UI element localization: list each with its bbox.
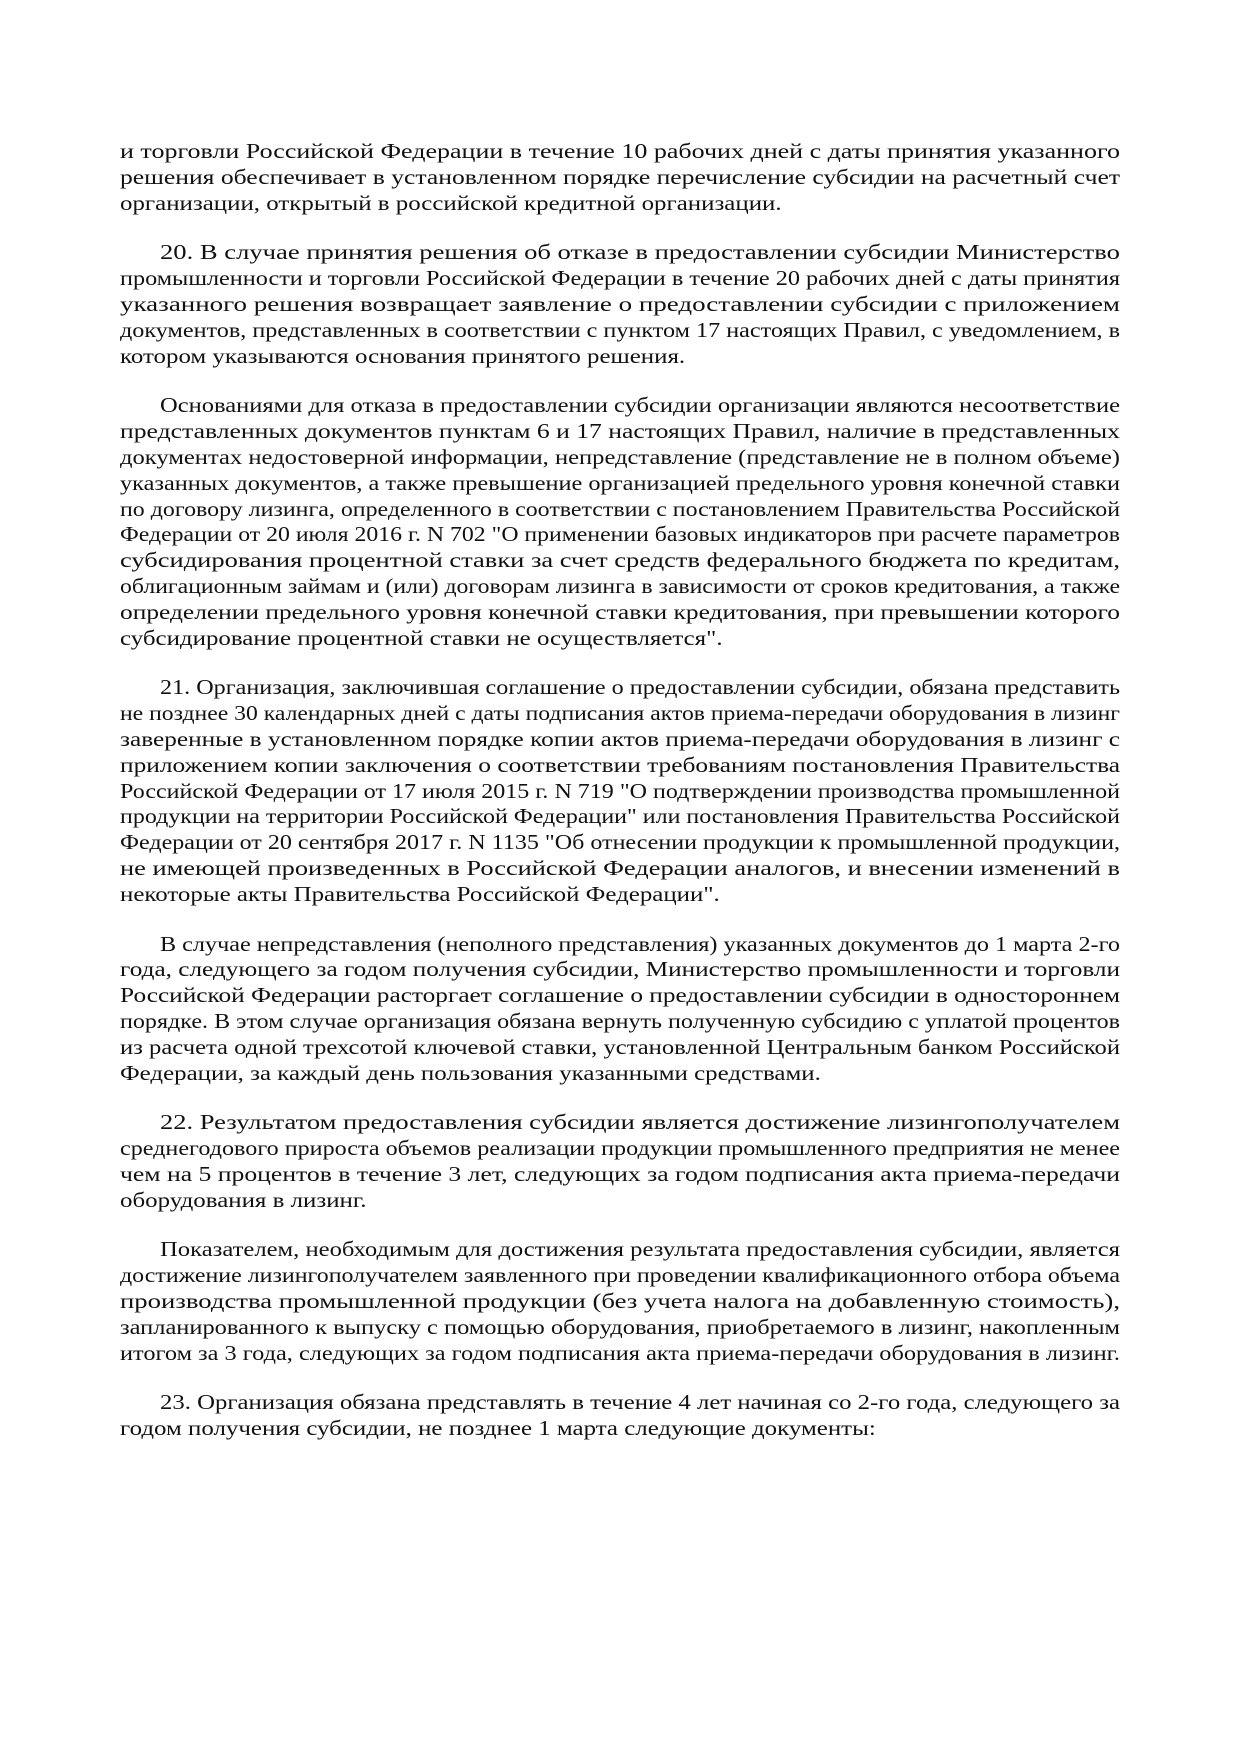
text-line (120, 139, 1120, 165)
text-line-content: достижение лизингополучателем заявленного при проведении квалификационного отбора объема (120, 1263, 1120, 1288)
text-line (120, 1162, 1120, 1188)
text-line-content: года, следующего за годом получения субсидии, Министерство промышленности и торговли (120, 957, 1120, 982)
text-line (120, 753, 1120, 779)
text-line-content: запланированного к выпуску с помощью оборудования, приобретаемого в лизинг, накопленным (120, 1314, 1120, 1339)
text-line (120, 856, 1120, 882)
text-line-content: Показателем, необходимым для достижения результата предоставления субсидии, является (160, 1237, 1120, 1262)
text-line-content: Федерации, за каждый день пользования указанными средствами. (120, 1060, 821, 1085)
text-line-content: производства промышленной продукции (без учета налога на добавленную стоимость), (120, 1289, 1120, 1314)
text-line (120, 1289, 1120, 1315)
text-line-content: представленных документов пунктам 6 и 17 настоящих Правил, наличие в представленных (120, 419, 1120, 444)
text-line (120, 957, 1120, 983)
text-line-content: среднегодового прироста объемов реализации продукции промышленного предприятия не менее (120, 1136, 1120, 1161)
text-line-content: решения обеспечивает в установленном порядке перечисление субсидии на расчетный счет (120, 164, 1120, 189)
text-line (120, 830, 1120, 856)
text-line (120, 1061, 1120, 1087)
text-line-content: оборудования в лизинг. (120, 1187, 367, 1212)
paragraph (120, 675, 1120, 907)
text-line (120, 1110, 1120, 1136)
text-line (120, 574, 1120, 600)
text-line (120, 804, 1120, 830)
text-line-content: чем на 5 процентов в течение 3 лет, следующих за годом подписания акта приема-передачи (120, 1161, 1120, 1186)
text-line (120, 240, 1120, 266)
text-line-content: Основаниями для отказа в предоставлении субсидии организации являются несоответствие (160, 393, 1120, 418)
text-line-content: 22. Результатом предоставления субсидии является достижение лизингополучателем (160, 1110, 1120, 1135)
text-line (120, 1009, 1120, 1035)
text-line (120, 701, 1120, 727)
text-line-content: организации, открытый в российской кредитной организации. (120, 190, 782, 215)
text-line (120, 548, 1120, 574)
text-line-content: продукции на территории Российской Федерации" или постановления Правительства Российской (120, 804, 1120, 829)
text-line (120, 419, 1120, 445)
text-line-content: Российской Федерации от 17 июля 2015 г. N 719 "О подтверждении производства промышленной (120, 778, 1120, 803)
text-line (120, 727, 1120, 753)
text-line-content: не позднее 30 календарных дней с даты подписания актов приема-передачи оборудования в лизинг (120, 701, 1120, 726)
paragraph (120, 1390, 1120, 1442)
text-line (120, 1416, 1120, 1442)
text-line-content: Федерации от 20 июля 2016 г. N 702 "О применении базовых индикаторов при расчете параметров (120, 522, 1120, 547)
text-line-content: заверенные в установленном порядке копии актов приема-передачи оборудования в лизинг с (120, 726, 1120, 751)
paragraph (120, 139, 1120, 216)
text-line-content: приложением копии заключения о соответствии требованиям постановления Правительства (120, 752, 1120, 777)
text-line (120, 1188, 1120, 1214)
text-line (120, 1263, 1120, 1289)
text-line-content: указанных документов, а также превышение организацией предельного уровня конечной ставки (120, 470, 1120, 495)
text-line-content: Российской Федерации расторгает соглашение о предоставлении субсидии в одностороннем (120, 983, 1120, 1008)
text-line (120, 675, 1120, 701)
text-line (120, 318, 1120, 344)
text-line (120, 1390, 1120, 1416)
text-line (120, 471, 1120, 497)
text-line-content: облигационным займам и (или) договорам лизинга в зависимости от сроков кредитования, а также (120, 573, 1120, 598)
text-line (120, 779, 1120, 805)
text-line (120, 1315, 1120, 1341)
text-line-content: определении предельного уровня конечной ставки кредитования, при превышении которого (120, 599, 1120, 624)
text-line (120, 497, 1120, 523)
text-line (120, 522, 1120, 548)
text-line-content: документах недостоверной информации, непредставление (представление не в полном объеме) (120, 444, 1120, 469)
text-line-content: В случае непредставления (неполного представления) указанных документов до 1 марта 2-го (160, 931, 1120, 956)
text-line (120, 1035, 1120, 1061)
text-line (120, 600, 1120, 626)
text-line-content: порядке. В этом случае организация обязана вернуть полученную субсидию с уплатой процентов (120, 1008, 1120, 1033)
text-line (120, 626, 1120, 652)
text-line (120, 165, 1120, 191)
text-line-content: Федерации от 20 сентября 2017 г. N 1135 "Об отнесении продукции к промышленной продукции, (120, 830, 1120, 855)
text-line (120, 932, 1120, 958)
text-line-content: указанного решения возвращает заявление о предоставлении субсидии с приложением (120, 291, 1120, 316)
text-line-content: котором указываются основания принятого решения. (120, 343, 686, 368)
paragraph (120, 1237, 1120, 1366)
text-line-content: и торговли Российской Федерации в течение 10 рабочих дней с даты принятия указанного (120, 139, 1120, 163)
text-line (120, 266, 1120, 292)
text-line-content: из расчета одной трехсотой ключевой ставки, установленной Центральным банком Российской (120, 1034, 1120, 1059)
text-line-content: итогом за 3 года, следующих за годом подписания акта приема-передачи оборудования в лизинг. (120, 1340, 1120, 1365)
text-line (120, 1341, 1120, 1367)
text-line-content: документов, представленных в соответствии с пунктом 17 настоящих Правил, с уведомлением, в (120, 317, 1120, 342)
text-line-content: некоторые акты Правительства Российской Федерации". (120, 881, 720, 906)
paragraph (120, 240, 1120, 369)
text-line-content: по договору лизинга, определенного в соответствии с постановлением Правительства Российской (120, 496, 1120, 521)
text-line-content: 21. Организация, заключившая соглашение о предоставлении субсидии, обязана представить (160, 675, 1120, 700)
text-line (120, 191, 1120, 217)
paragraph (120, 393, 1120, 651)
paragraph (120, 1110, 1120, 1213)
text-line-content: не имеющей произведенных в Российской Федерации аналогов, и внесении изменений в (120, 855, 1120, 880)
text-line-content: промышленности и торговли Российской Федерации в течение 20 рабочих дней с даты принятия (120, 266, 1120, 291)
text-line (120, 1237, 1120, 1263)
text-line-content: субсидирование процентной ставки не осуществляется". (120, 625, 723, 650)
text-line-content: 23. Организация обязана представлять в течение 4 лет начиная со 2-го года, следующего за (160, 1390, 1120, 1415)
text-line (120, 983, 1120, 1009)
text-line (120, 1136, 1120, 1162)
document-page (120, 139, 1120, 1466)
text-line-content: годом получения субсидии, не позднее 1 марта следующие документы: (120, 1416, 876, 1441)
text-line (120, 292, 1120, 318)
paragraph (120, 932, 1120, 1087)
text-line-content: 20. В случае принятия решения об отказе в предоставлении субсидии Министерство (160, 240, 1120, 265)
text-line (120, 344, 1120, 370)
text-line-content: субсидирования процентной ставки за счет средств федерального бюджета по кредитам, (120, 548, 1120, 573)
text-line (120, 393, 1120, 419)
text-line (120, 445, 1120, 471)
text-line (120, 882, 1120, 908)
